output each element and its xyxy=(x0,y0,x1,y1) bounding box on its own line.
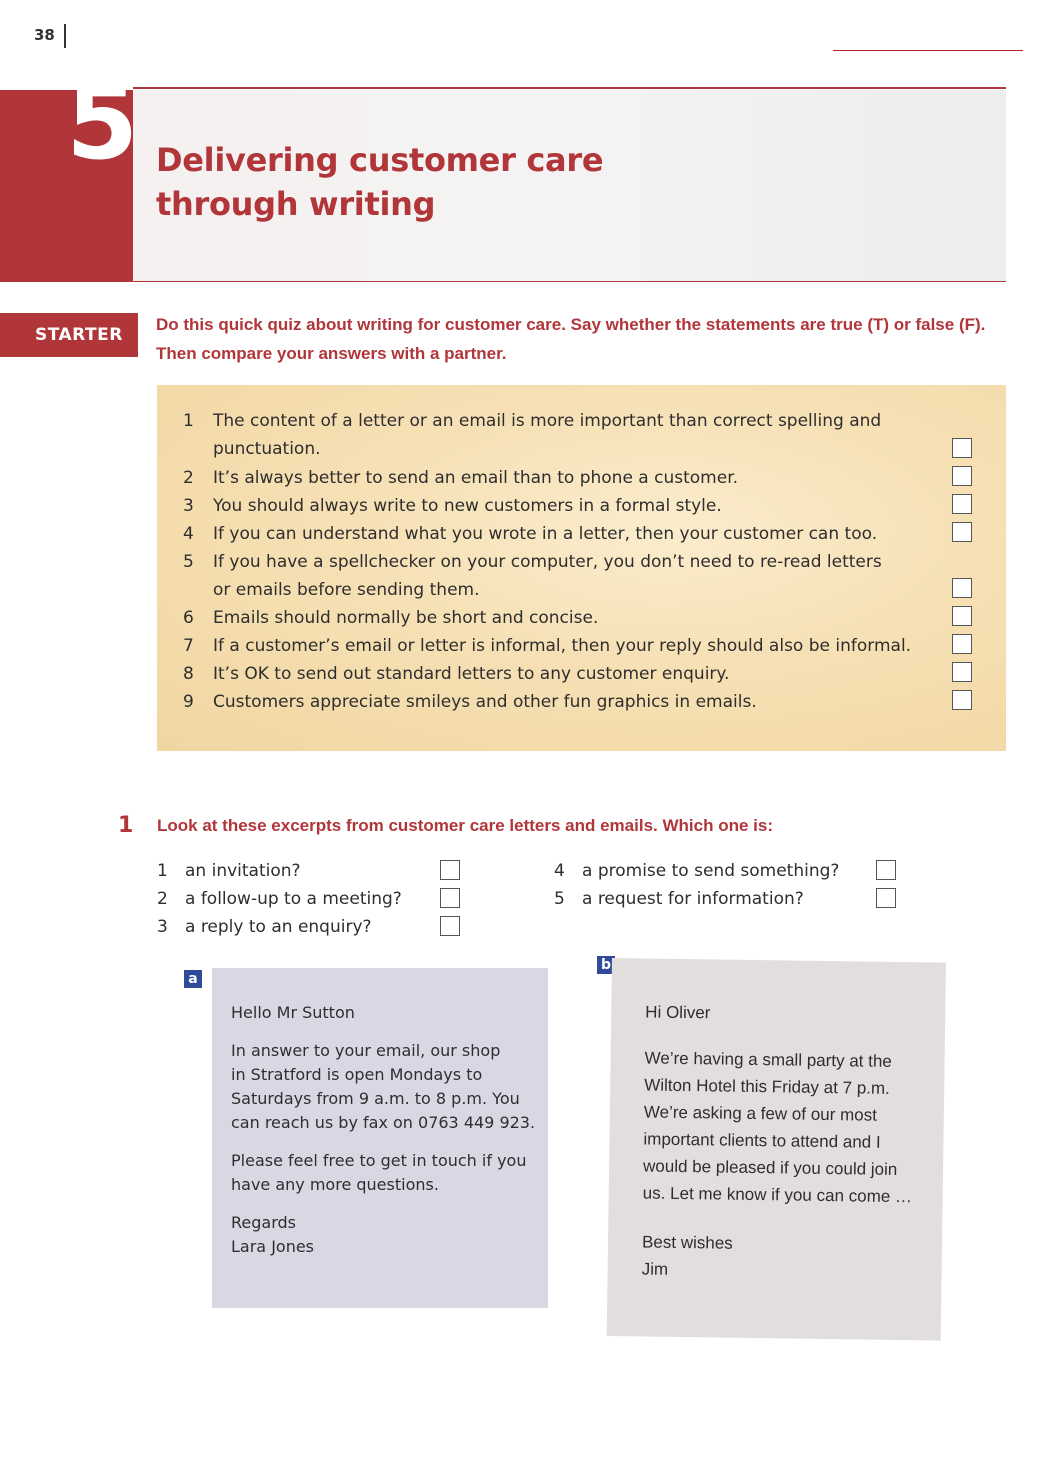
quiz-item-number: 7 xyxy=(183,636,194,656)
quiz-item-text: It’s OK to send out standard letters to any customer enquiry. xyxy=(213,664,730,684)
quiz-item-text: The content of a letter or an email is more important than correct spelling and punctuation. xyxy=(213,411,882,459)
exercise-item-text: an invitation? xyxy=(185,861,301,881)
quiz-checkbox-1[interactable] xyxy=(952,438,972,458)
exercise-checkbox-2[interactable] xyxy=(440,888,460,908)
letter-a xyxy=(212,968,548,1308)
exercise-item-text: a reply to an enquiry? xyxy=(185,917,372,937)
exercise-item-text: a request for information? xyxy=(582,889,804,909)
quiz-item-number: 3 xyxy=(183,496,194,516)
page-number-divider xyxy=(64,24,66,48)
quiz-item-number: 4 xyxy=(183,524,194,544)
quiz-checkbox-9[interactable] xyxy=(952,690,972,710)
quiz-checkbox-4[interactable] xyxy=(952,522,972,542)
letter-a-closing: Regards Lara Jones xyxy=(231,1213,315,1256)
exercise-item-number: 5 xyxy=(554,889,565,909)
letter-a-body: In answer to your email, our shop in Stratford is open Mondays to Saturdays from 9 a.m. to 8 p.m. You can reach us by fax on 0763 449 923. xyxy=(231,1041,536,1132)
quiz-item-number: 5 xyxy=(183,552,194,572)
quiz-checkbox-8[interactable] xyxy=(952,662,972,682)
page-number: 38 xyxy=(34,26,55,44)
exercise-checkbox-3[interactable] xyxy=(440,916,460,936)
quiz-checkbox-3[interactable] xyxy=(952,494,972,514)
quiz-item-number: 2 xyxy=(183,468,194,488)
exercise-item-number: 1 xyxy=(157,861,168,881)
unit-bottom-rule xyxy=(0,281,1006,282)
letter-b-closing: Best wishes Jim xyxy=(641,1232,733,1279)
exercise-instruction: Look at these excerpts from customer care letters and emails. Which one is: xyxy=(157,816,773,835)
quiz-item-text: If a customer’s email or letter is informal, then your reply should also be informal. xyxy=(213,636,912,656)
header-rule xyxy=(833,50,1023,51)
exercise-item-number: 2 xyxy=(157,889,168,909)
letter-b-label: b xyxy=(597,956,615,974)
quiz-item-text: Emails should normally be short and concise. xyxy=(213,608,599,628)
quiz-checkbox-5[interactable] xyxy=(952,578,972,598)
exercise-item-text: a follow-up to a meeting? xyxy=(185,889,402,909)
exercise-item-number: 4 xyxy=(554,861,565,881)
letter-a-body-2: Please feel free to get in touch if you have any more questions. xyxy=(231,1151,527,1194)
letter-a-greeting: Hello Mr Sutton xyxy=(231,1003,355,1022)
quiz-item-number: 1 xyxy=(183,411,194,431)
quiz-item-text: If you have a spellchecker on your computer, you don’t need to re-read letters or emails before sending them. xyxy=(213,552,882,600)
quiz-item-text: If you can understand what you wrote in a letter, then your customer can too. xyxy=(213,524,878,544)
exercise-item-number: 3 xyxy=(157,917,168,937)
quiz-item-text: It’s always better to send an email than to phone a customer. xyxy=(213,468,739,488)
letter-b-body: We’re having a small party at the Wilton Hotel this Friday at 7 p.m. We’re asking a few of our most important clients to attend and I would be pleased if you could join us. Let me know if you can come … xyxy=(642,1048,913,1207)
quiz-checkbox-6[interactable] xyxy=(952,606,972,626)
exercise-checkbox-4[interactable] xyxy=(876,860,896,880)
unit-title: Delivering customer care through writing xyxy=(156,141,604,223)
quiz-item-text: Customers appreciate smileys and other fun graphics in emails. xyxy=(213,692,757,712)
exercise-item-2 xyxy=(157,885,402,913)
exercise-checkbox-1[interactable] xyxy=(440,860,460,880)
unit-top-rule xyxy=(133,87,1006,89)
starter-instruction: Do this quick quiz about writing for customer care. Say whether the statements are true (T) or false (F). Then compare your answers with a partner. xyxy=(156,315,986,363)
quiz-item-number: 6 xyxy=(183,608,194,628)
exercise-number: 1 xyxy=(118,813,134,838)
quiz-checkbox-2[interactable] xyxy=(952,466,972,486)
exercise-item-1 xyxy=(157,857,301,885)
letter-b xyxy=(607,958,946,1341)
letter-b-greeting: Hi Oliver xyxy=(645,1002,711,1023)
exercise-item-4 xyxy=(554,857,839,885)
starter-tag: STARTER xyxy=(0,313,138,357)
quiz-item-number: 9 xyxy=(183,692,194,712)
quiz-item-number: 8 xyxy=(183,664,194,684)
exercise-checkbox-5[interactable] xyxy=(876,888,896,908)
quiz-checkbox-7[interactable] xyxy=(952,634,972,654)
quiz-item-text: You should always write to new customers in a formal style. xyxy=(213,496,722,516)
exercise-item-3 xyxy=(157,913,372,941)
exercise-item-text: a promise to send something? xyxy=(582,861,840,881)
letter-a-label: a xyxy=(184,970,202,988)
quiz-panel xyxy=(157,385,1006,751)
unit-number: 5 xyxy=(66,61,139,183)
exercise-item-5 xyxy=(554,885,804,913)
